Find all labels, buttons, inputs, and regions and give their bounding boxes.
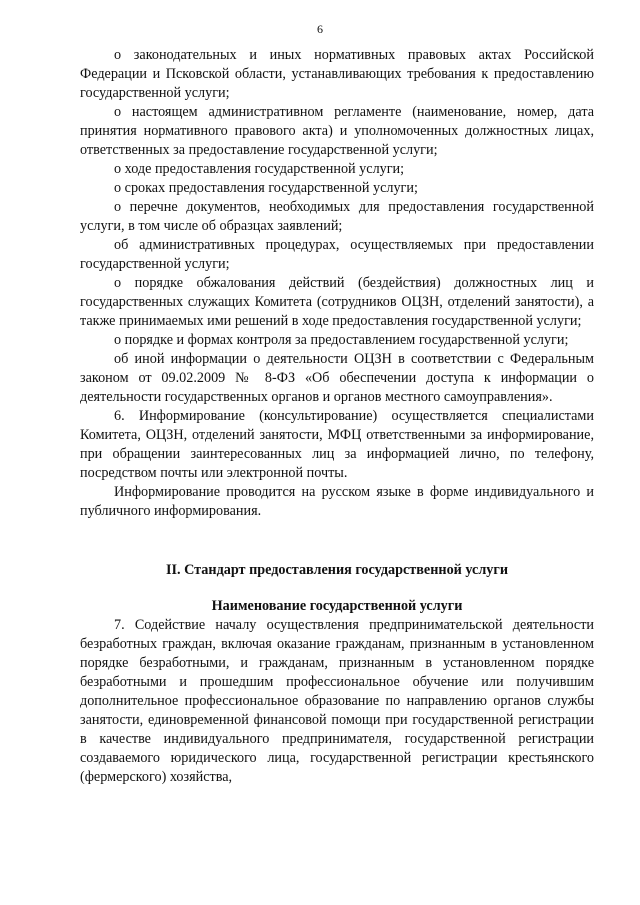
document-body [80, 46, 594, 787]
paragraph: Информирование проводится на русском языке в форме индивидуального и публичного информирования. [80, 484, 594, 519]
paragraph: о ходе предоставления государственной услуги; [114, 161, 405, 177]
paragraph: о порядке обжалования действий (бездействия) должностных лиц и государственных служащих Комитета (сотрудников ОЦЗН, отделений занятости), а также принимаемых ими решений в ходе предоставления государственной услуги; [80, 275, 594, 329]
paragraph: 7. Содействие началу осуществления предпринимательской деятельности безработных граждан, включая оказание гражданам, признанным в установленном порядке безработными, и гражданам, признанным в установленном порядке безработными и прошедшим профессиональное обучение или получившим дополнительное профессиональное образование по направлению органов службы занятости, единовременной финансовой помощи при государственной регистрации в качестве индивидуального предпринимателя, государственной регистрации создаваемого юридического лица, государственной регистрации крестьянского (фермерского) хозяйства, [80, 617, 594, 785]
paragraph: о законодательных и иных нормативных правовых актах Российской Федерации и Псковской области, устанавливающих требования к предоставлению государственной услуги; [80, 47, 594, 101]
paragraph: об иной информации о деятельности ОЦЗН в соответствии с Федеральным законом от 09.02.2009 № 8-ФЗ «Об обеспечении доступа к информации о деятельности государственных органов и органов местного самоуправления». [80, 351, 594, 405]
subsection-heading: Наименование государственной услуги [211, 598, 463, 614]
paragraph: о порядке и формах контроля за предоставлением государственной услуги; [114, 332, 569, 348]
paragraph: о перечне документов, необходимых для предоставления государственной услуги, в том числе об образцах заявлений; [80, 199, 594, 234]
paragraph: об административных процедурах, осуществляемых при предоставлении государственной услуги; [80, 237, 594, 272]
paragraph: 6. Информирование (консультирование) осуществляется специалистами Комитета, ОЦЗН, отделений занятости, МФЦ ответственными за информирование, при обращении заинтересованных лиц за информацией лично, по телефону, посредством почты или электронной почты. [80, 408, 594, 481]
spacer [80, 521, 594, 561]
spacer [80, 580, 594, 597]
paragraph: о настоящем административном регламенте (наименование, номер, дата принятия нормативного правового акта) и уполномоченных должностных лицах, ответственных за предоставление государственной услуги; [80, 104, 594, 158]
section-heading: II. Стандарт предоставления государственной услуги [165, 562, 509, 578]
paragraph: о сроках предоставления государственной услуги; [114, 180, 418, 196]
page-number: 6 [317, 22, 323, 36]
